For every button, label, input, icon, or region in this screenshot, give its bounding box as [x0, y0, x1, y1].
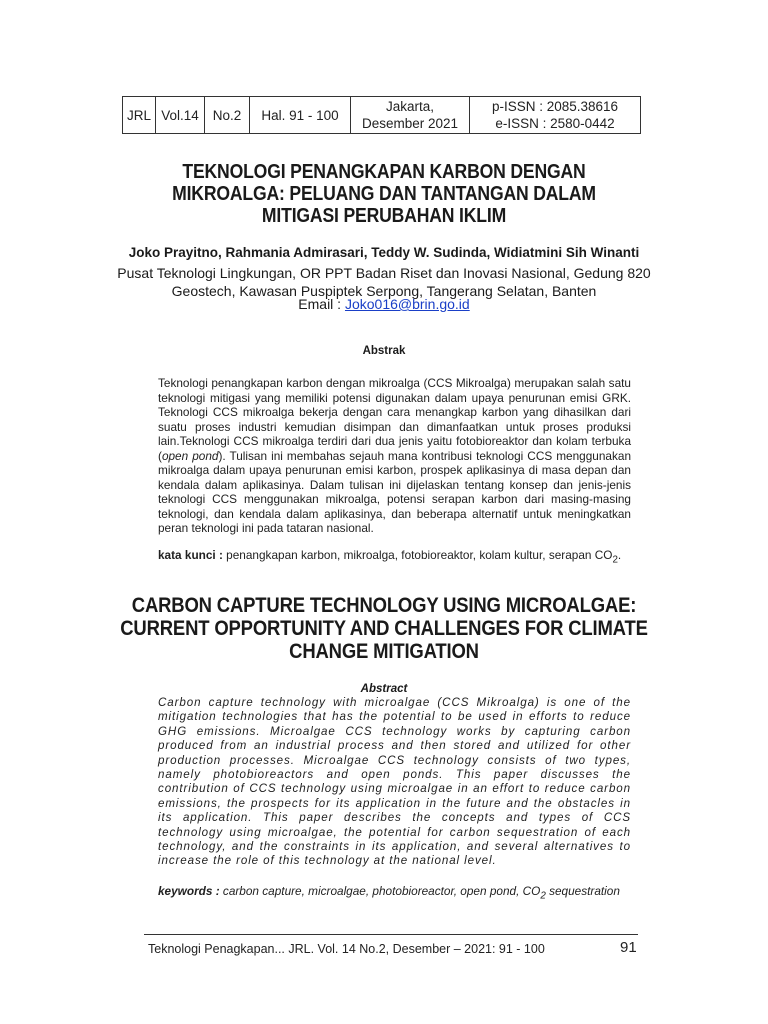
- abstract-heading: Abstract: [360, 683, 408, 695]
- paper-title-english: CARBON CAPTURE TECHNOLOGY USING MICROALGAE: CURRENT OPPORTUNITY AND CHALLENGES FOR CLIMATE CHANGE MITIGATION: [120, 594, 648, 663]
- keywords-text: carbon capture, microalgae, photobioreactor, open pond, CO: [219, 884, 541, 898]
- journal-month-year: Desember 2021: [361, 116, 459, 131]
- email-label: Email :: [298, 296, 345, 312]
- footer-citation: Teknologi Penagkapan... JRL. Vol. 14 No.2, Desember – 2021: 91 - 100: [148, 942, 545, 956]
- footer-divider: [144, 934, 638, 935]
- kata-kunci-label: kata kunci :: [158, 548, 223, 562]
- journal-issn: [470, 97, 641, 134]
- page-number: 91: [620, 939, 637, 956]
- journal-pissn: p-ISSN : 2085.38616: [491, 99, 619, 114]
- abstrak-text-2: ). Tulisan ini membahas sejauh mana kontribusi teknologi CCS menggunakan mikroalga dalam upaya penurunan emisi karbon, prospek aplikasinya di masa depan dan kendala dalam aplikasinya. Dalam tulisan ini dijelaskan tentang konsep dan jenis-jenis teknologi CCS menggunakan mikroalga, potensi serapan karbon dari masing-masing teknologi, dan kendala dalam aplikasinya, dan beberapa alternatif untuk meningkatkan peran teknologi ini pada tataran nasional.: [158, 448, 632, 535]
- email-line: [100, 296, 668, 312]
- keywords: [158, 884, 631, 904]
- affiliation-line-2: Geostech, Kawasan Puspiptek Serpong, Tangerang Selatan, Banten: [171, 283, 597, 299]
- paper-title-indonesian: TEKNOLOGI PENANGKAPAN KARBON DENGAN MIKROALGA: PELUANG DAN TANTANGAN DALAM MITIGASI PERUBAHAN IKLIM: [172, 161, 596, 227]
- journal-date: [351, 97, 470, 134]
- abstrak-heading: Abstrak: [362, 345, 406, 357]
- keywords-subscript: 2: [540, 890, 546, 902]
- journal-name: JRL: [123, 97, 156, 134]
- abstrak-text-1: Teknologi penangkapan karbon dengan mikroalga (CCS Mikroalga) merupakan salah satu teknologi mitigasi yang memiliki potensi digunakan dalam upaya penurunan emisi GRK. Teknologi CCS mikroalga bekerja dengan cara menangkap karbon yang dihasilkan dari suatu proses industri kemudian disimpan dan dimanfaatkan untuk proses produksi lain.Teknologi CCS mikroalga terdiri dari dua jenis yaitu fotobioreaktor dan kolam terbuka (: [158, 376, 631, 463]
- journal-pages: Hal. 91 - 100: [250, 97, 351, 134]
- kata-kunci-end: .: [617, 548, 622, 562]
- journal-header-table: [122, 96, 641, 134]
- keywords-end: sequestration: [545, 884, 620, 898]
- journal-place: Jakarta,: [386, 99, 435, 114]
- kata-kunci-text: penangkapan karbon, mikroalga, fotobioreaktor, kolam kultur, serapan CO: [222, 548, 613, 562]
- abstrak-text-italic: open pond: [161, 448, 219, 463]
- journal-number: No.2: [205, 97, 250, 134]
- kata-kunci-subscript: 2: [612, 554, 618, 566]
- author-list: Joko Prayitno, Rahmania Admirasari, Teddy W. Sudinda, Widiatmini Sih Winanti: [128, 245, 640, 260]
- kata-kunci: [158, 548, 631, 568]
- keywords-label: keywords :: [158, 884, 220, 898]
- journal-eissn: e-ISSN : 2580-0442: [495, 116, 615, 131]
- journal-volume: Vol.14: [156, 97, 205, 134]
- abstrak-body: [158, 376, 631, 536]
- email-link[interactable]: Joko016@brin.go.id: [344, 296, 470, 312]
- affiliation-line-1: Pusat Teknologi Lingkungan, OR PPT Badan Riset dan Inovasi Nasional, Gedung 820: [117, 265, 651, 281]
- abstract-body: Carbon capture technology with microalgae (CCS Mikroalga) is one of the mitigation technologies that has the potential to be used in efforts to reduce GHG emissions. Microalgae CCS technology works by capturing carbon produced from an industrial process and then stored and utilized for other production processes. Microalgae CCS technology consists of two types, namely photobioreactors and open ponds. This paper discusses the contribution of CCS technology using microalgae in an effort to reduce carbon emissions, the prospects for its application in the future and the obstacles in its application. This paper describes the concepts and types of CCS technology using microalgae, the potential for carbon sequestration of each technology, and the constraints in its application, and several alternatives to increase the role of this technology at the national level.: [158, 696, 631, 868]
